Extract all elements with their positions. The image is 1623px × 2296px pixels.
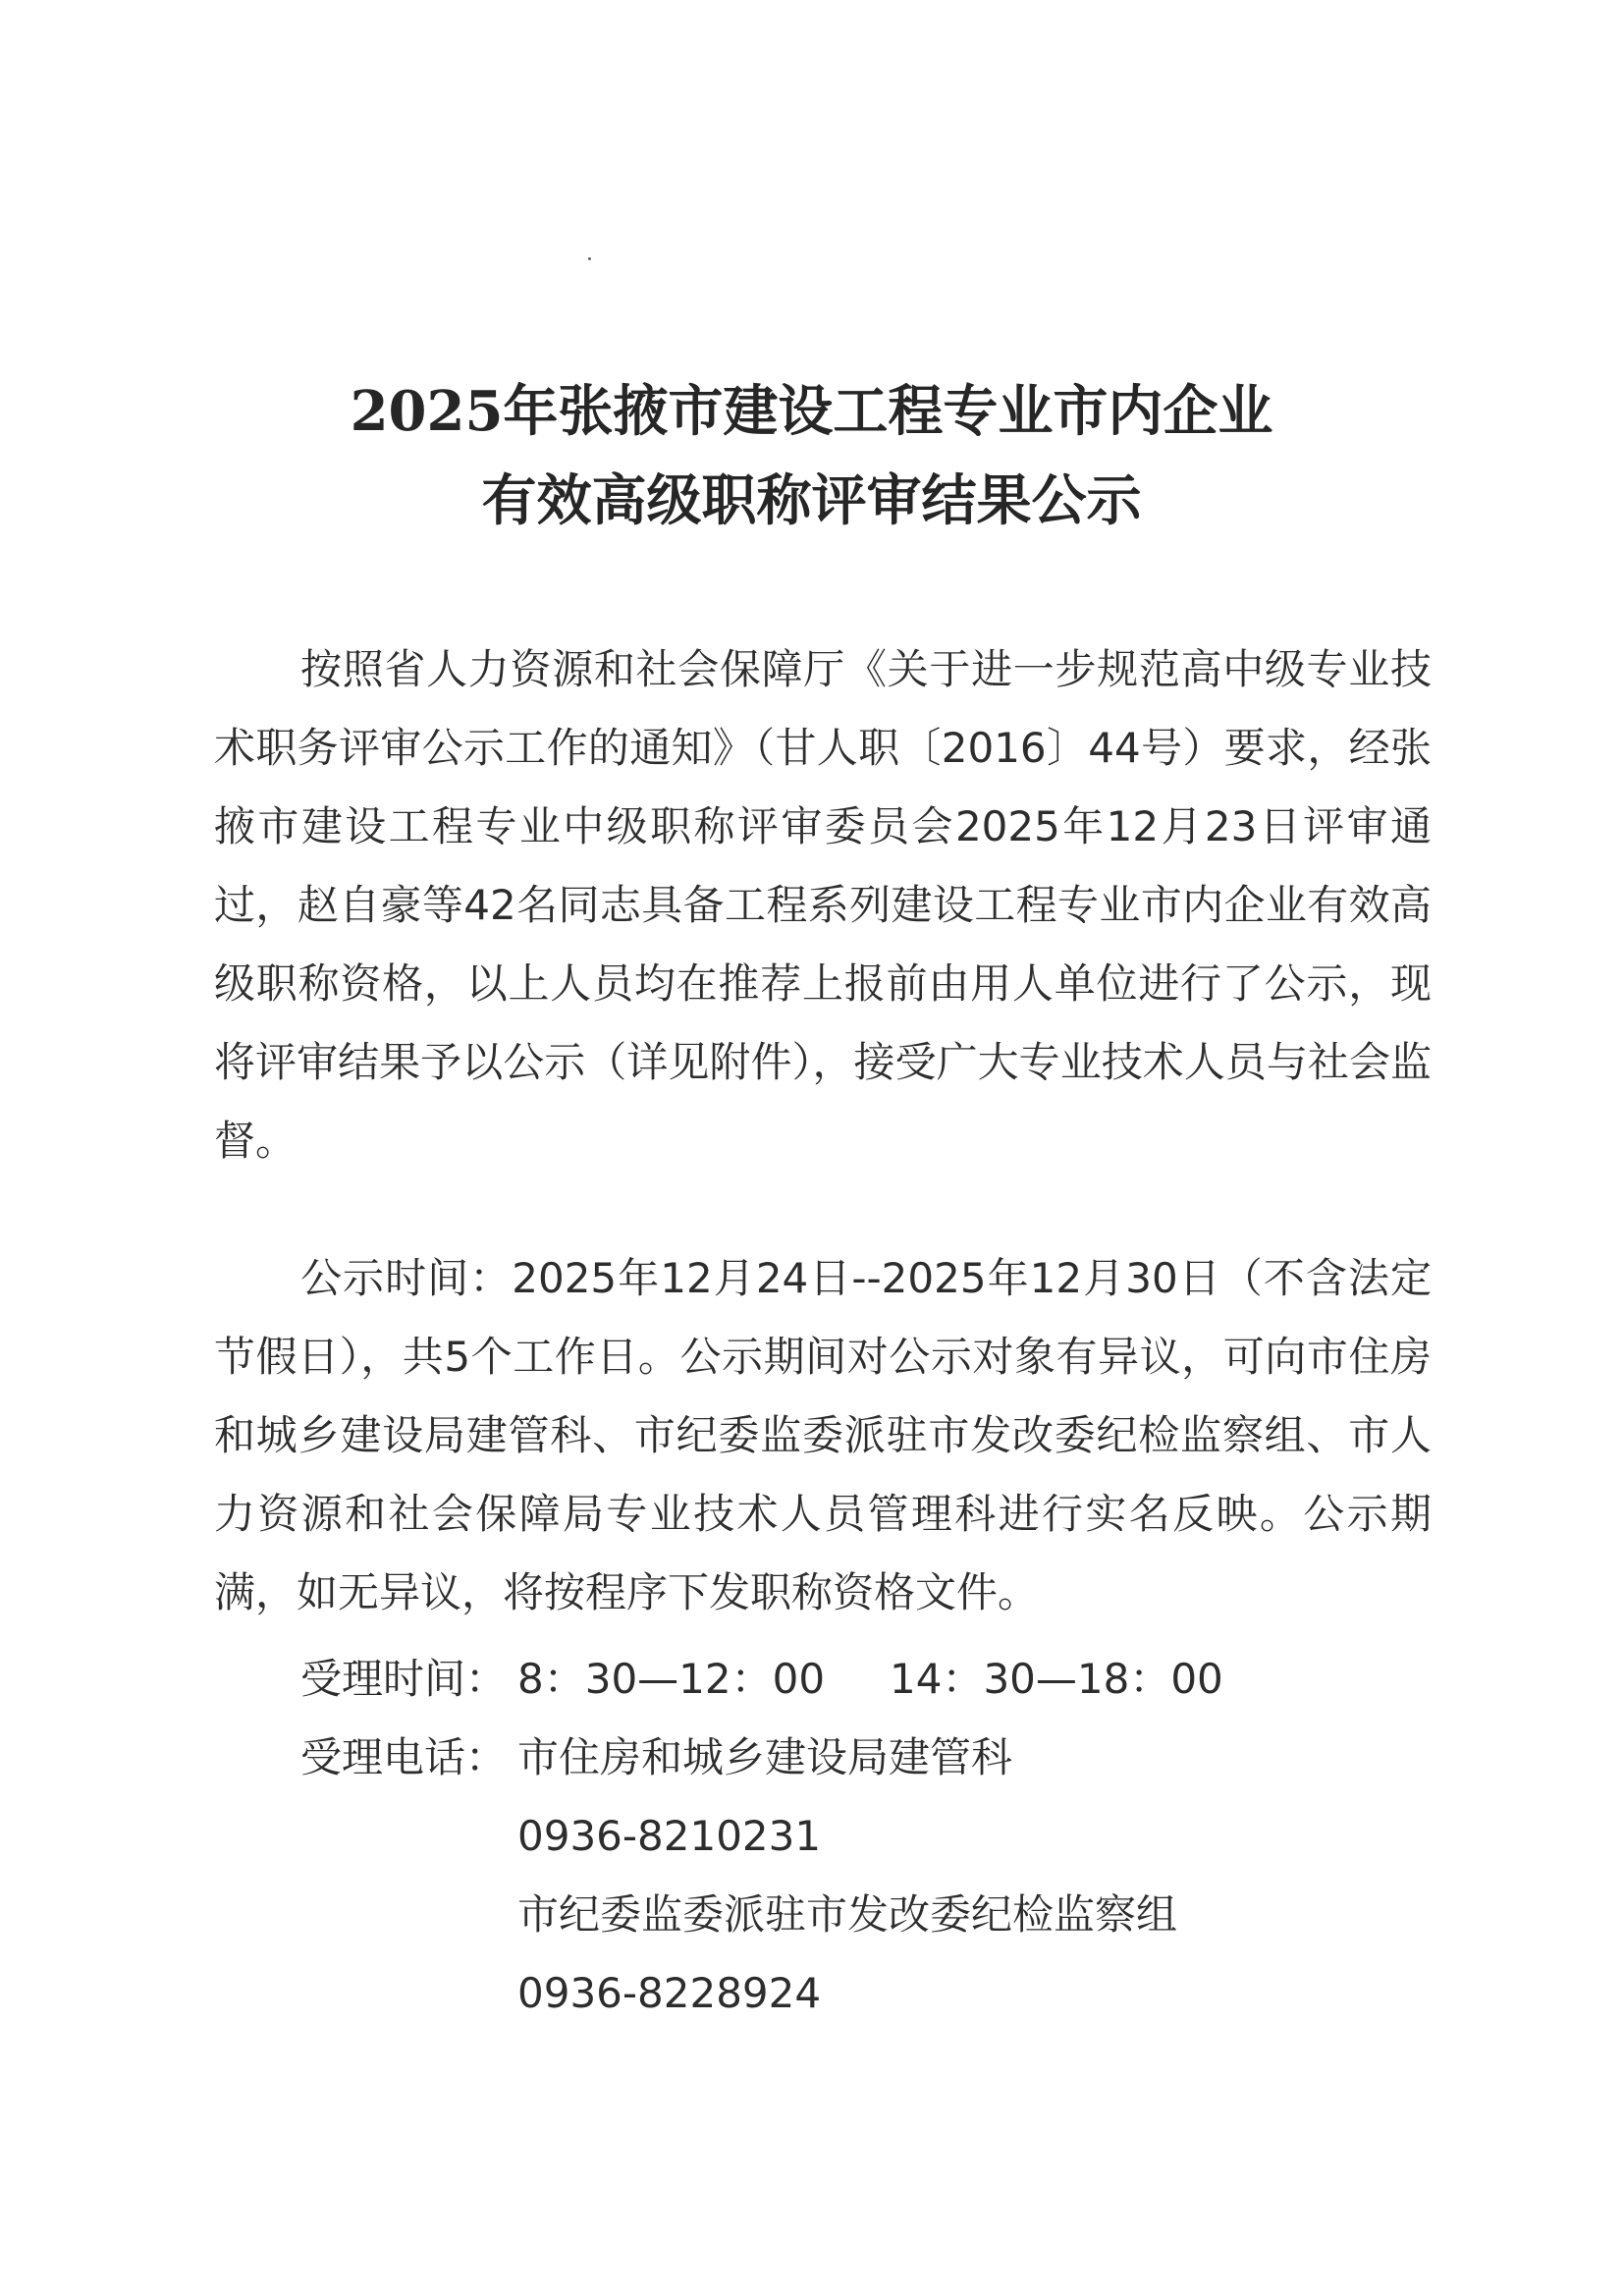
office-hours-morning: 8：30—12：00 — [517, 1655, 826, 1703]
contact-2-phone: 0936-8228924 — [517, 1969, 822, 2017]
contact-1-name: 市住房和城乡建设局建管科 — [517, 1733, 1013, 1781]
office-hours-label: 受理时间： — [300, 1655, 508, 1703]
body-paragraph-1: 按照省人力资源和社会保障厅《关于进一步规范高中级专业技术职务评审公示工作的通知》（甘人职〔2016〕44号）要求，经张掖市建设工程专业中级职称评审委员会2025年12月23日评审通过，赵自豪等42名同志具备工程系列建设工程专业市内企业有效高级职称资格，以上人员均在推荐上报前由用人单位进行了公示，现将评审结果予以公示（详见附件），接受广大专业技术人员与社会监督。 — [214, 645, 1432, 1165]
body-paragraph-2: 公示时间：2025年12月24日--2025年12月30日（不含法定节假日），共5个工作日。公示期间对公示对象有异议，可向市住房和城乡建设局建管科、市纪委监委派驻市发改委纪检监察组、市人力资源和社会保障局专业技术人员管理科进行实名反映。公示期满，如无异议，将按程序下发职称资格文件。 — [214, 1254, 1432, 1616]
document-title-line-2: 有效高级职称评审结果公示 — [481, 468, 1142, 533]
contact-phone-label: 受理电话： — [300, 1733, 508, 1781]
contact-1-phone: 0936-8210231 — [517, 1812, 822, 1860]
document-title-line-1: 2025年张掖市建设工程专业市内企业 — [350, 379, 1273, 444]
office-hours-afternoon: 14：30—18：00 — [890, 1655, 1223, 1703]
contact-2-name: 市纪委监委派驻市发改委纪检监察组 — [517, 1890, 1178, 1939]
scan-speck — [588, 257, 591, 260]
